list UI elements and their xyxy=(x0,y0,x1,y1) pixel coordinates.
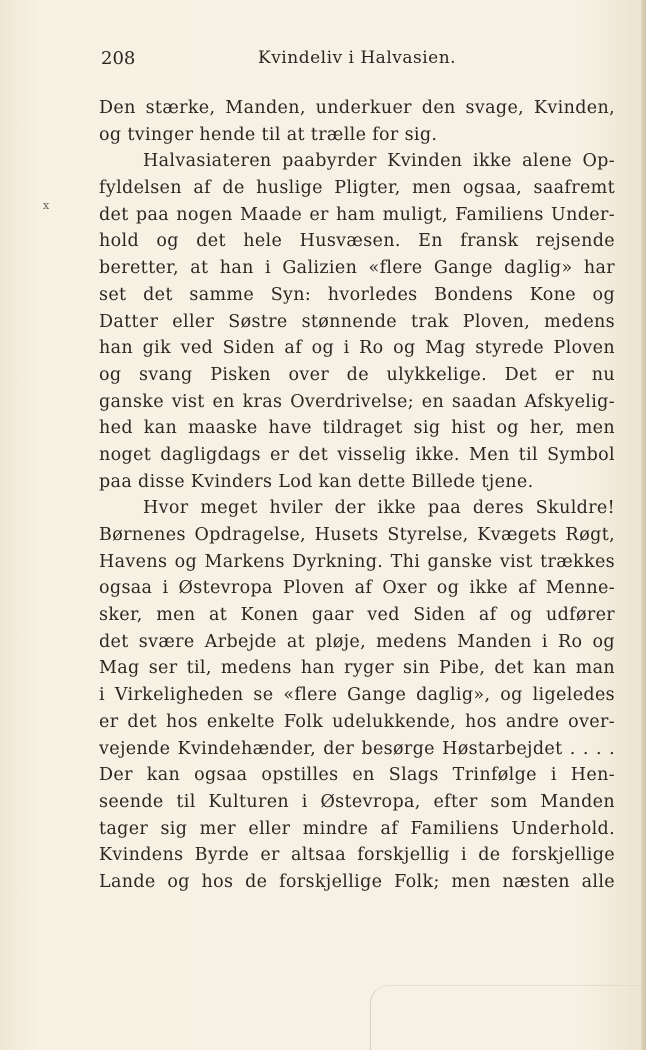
text-line: Børnenes Opdragelse, Husets Styrelse, Kvægets Røgt, xyxy=(99,525,615,545)
text-line: Mag ser til, medens han ryger sin Pibe, det kan man xyxy=(99,658,615,679)
page-corner-curl xyxy=(370,985,646,1050)
running-title: Kvindeliv i Halvasien. xyxy=(258,48,457,68)
text-line: paa disse Kvinders Lod kan dette Billede tjene. xyxy=(99,471,534,492)
text-line: Hvor meget hviler der ikke paa deres Skuldre! xyxy=(143,498,615,519)
text-line: Lande og hos de forskjellige Folk; men næsten alle xyxy=(99,871,615,892)
text-line: Kvindens Byrde er altsaa forskjellig i de forskjellige xyxy=(99,845,615,866)
text-line: ogsaa i Østevropa Ploven af Oxer og ikke af Menne- xyxy=(99,578,615,599)
page-header xyxy=(101,48,616,72)
text-line: hed kan maaske have tildraget sig hist og her, men xyxy=(99,418,615,439)
page-edge xyxy=(641,0,646,1050)
text-line: seende til Kulturen i Østevropa, efter som Manden xyxy=(99,791,615,812)
text-line: og svang Pisken over de ulykkelige. Det er nu xyxy=(99,364,615,385)
margin-mark: x xyxy=(43,199,50,212)
text-line: noget dagligdags er det visselig ikke. Men til Symbol xyxy=(99,444,615,465)
text-line: ganske vist en kras Overdrivelse; en saadan Afskyelig- xyxy=(99,391,615,412)
text-line: i Virkeligheden se «flere Gange daglig», og ligeledes xyxy=(99,685,615,706)
text-line: beretter, at han i Galizien «flere Gange daglig» har xyxy=(99,258,615,279)
text-line: hold og det hele Husvæsen. En fransk rejsende xyxy=(99,231,615,252)
text-line: Halvasiateren paabyrder Kvinden ikke alene Op- xyxy=(143,151,615,172)
text-line: vejende Kvindehænder, der besørge Høstarbejdet . . . . xyxy=(99,738,615,759)
text-line: det paa nogen Maade er ham muligt, Familiens Under- xyxy=(99,204,615,225)
text-line: fyldelsen af de huslige Pligter, men ogsaa, saafremt xyxy=(99,178,615,199)
text-line: han gik ved Siden af og i Ro og Mag styrede Ploven xyxy=(99,338,615,359)
text-line: det svære Arbejde at pløje, medens Manden i Ro og xyxy=(99,631,615,652)
text-line: og tvinger hende til at trælle for sig. xyxy=(99,124,438,145)
text-line: set det samme Syn: hvorledes Bondens Kone og xyxy=(99,284,615,305)
text-line: tager sig mer eller mindre af Familiens Underhold. xyxy=(99,818,615,839)
text-line: Der kan ogsaa opstilles en Slags Trinfølge i Hen- xyxy=(99,765,615,786)
text-line: Den stærke, Manden, underkuer den svage, Kvinden, xyxy=(99,98,615,118)
text-line: Havens og Markens Dyrkning. Thi ganske vist trækkes xyxy=(99,551,615,572)
page-number: 208 xyxy=(101,48,136,69)
text-line: Datter eller Søstre stønnende trak Ploven, medens xyxy=(99,311,615,332)
text-line: sker, men at Konen gaar ved Siden af og udfører xyxy=(99,605,615,626)
body-text xyxy=(99,95,615,896)
text-line: er det hos enkelte Folk udelukkende, hos andre over- xyxy=(99,711,615,732)
